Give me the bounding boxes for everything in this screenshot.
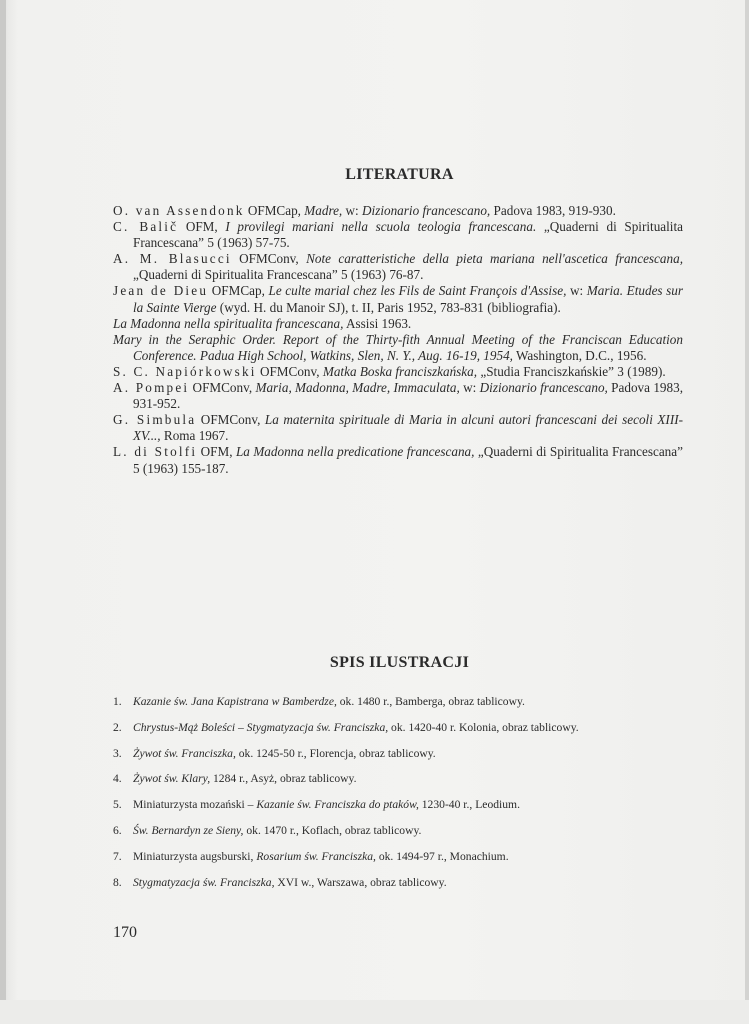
work-title: La maternita spirituale di Maria in alcuni autori francescani dei secoli XIII-XV..., xyxy=(133,412,683,444)
illustration-item xyxy=(113,797,693,823)
work-title: Maria, Madonna, Madre, Immaculata, xyxy=(255,380,460,396)
connector: w: xyxy=(566,283,587,299)
item-number: 7. xyxy=(113,849,122,863)
item-number: 1. xyxy=(113,695,122,708)
item-prefix: Miniaturzysta augsburski, xyxy=(133,849,257,863)
illustrations-list xyxy=(113,694,693,900)
publication-info: Padova 1983, 919-930. xyxy=(490,203,616,218)
work-title: Madre, xyxy=(304,203,343,218)
item-number: 5. xyxy=(113,798,122,812)
page-number: 170 xyxy=(113,924,137,941)
item-title: Żywot św. Klary, xyxy=(133,772,211,786)
item-details: 1230-40 r., Leodium. xyxy=(418,798,520,812)
bibliography-entry xyxy=(113,412,683,444)
item-prefix: Miniaturzysta mozański – xyxy=(133,798,257,812)
affiliation: OFMConv, xyxy=(196,412,265,428)
author: S. C. Napiórkowski xyxy=(113,363,257,379)
bibliography-entry xyxy=(113,219,683,251)
item-details: XVI w., Warszawa, obraz tablicowy. xyxy=(274,875,447,889)
item-details: ok. 1494-97 r., Monachium. xyxy=(375,849,509,863)
author: C. Balič xyxy=(113,219,179,235)
work-title: Note caratteristiche della pieta mariana nell'ascetica francescana, xyxy=(306,251,683,267)
publication-info: „Quaderni di Spiritualita Francescana” 5 (1963) 57-75. xyxy=(133,219,683,251)
author: L. di Stolfi xyxy=(113,444,198,460)
work-title: La Madonna nella spiritualita francescana, xyxy=(113,315,344,331)
item-title: Chrystus-Mąż Boleści – Stygmatyzacja św. Franciszka, xyxy=(133,720,389,734)
author: Jean de Dieu xyxy=(113,283,209,299)
publication-info: Padova 1983, 931-952. xyxy=(133,380,683,412)
author: A. M. Blasucci xyxy=(113,251,232,267)
item-number: 8. xyxy=(113,875,122,889)
item-details: ok. 1480 r., Bamberga, obraz tablicowy. xyxy=(336,695,525,708)
item-number: 3. xyxy=(113,746,122,760)
author: A. Pompei xyxy=(113,380,190,396)
publication-info: Assisi 1963. xyxy=(343,315,412,331)
affiliation: OFMConv, xyxy=(231,251,307,267)
work-title: Dizionario francescano, xyxy=(362,203,491,218)
publication-info: „Quaderni di Spiritualita Francescana” 5 (1963) 76-87. xyxy=(133,267,424,283)
page-right-edge xyxy=(745,0,749,1000)
item-details: ok. 1470 r., Koflach, obraz tablicowy. xyxy=(243,823,422,837)
connector: w: xyxy=(459,380,480,396)
illustrations-heading: SPIS ILUSTRACJI xyxy=(329,654,470,671)
work-title: La Madonna nella predicatione francescana, xyxy=(235,444,475,460)
illustration-item xyxy=(113,694,693,720)
publication-info: „Studia Franciszkańskie” 3 (1989). xyxy=(477,363,666,379)
item-details: 1284 r., Asyż, obraz tablicowy. xyxy=(210,772,357,786)
work-title: Matka Boska franciszkańska, xyxy=(322,363,478,379)
item-number: 6. xyxy=(113,823,122,837)
work-title: Maria. Etudes sur la Sainte Vierge xyxy=(133,283,684,315)
illustration-item xyxy=(113,849,693,875)
author: O. van Assendonk xyxy=(113,203,245,218)
bibliography-entry xyxy=(113,332,683,364)
item-title: Kazanie św. Franciszka do ptaków, xyxy=(256,798,419,812)
item-details: ok. 1245-50 r., Florencja, obraz tablicowy. xyxy=(235,746,436,760)
bibliography-list xyxy=(113,203,683,477)
work-title: Dizionario francescano, xyxy=(479,380,608,396)
affiliation: OFMConv, xyxy=(256,363,323,379)
bibliography-entry xyxy=(113,316,683,332)
page-bottom-margin xyxy=(0,1000,749,1024)
illustration-item xyxy=(113,771,693,797)
item-title: Stygmatyzacja św. Franciszka, xyxy=(133,875,275,889)
work-title: Le culte marial chez les Fils de Saint François d'Assise, xyxy=(268,283,567,299)
publication-info: „Quaderni di Spiritualita Francescana” 5 (1963) 155-187. xyxy=(133,444,683,476)
affiliation: OFM, xyxy=(197,444,236,460)
affiliation: OFMCap, xyxy=(208,283,269,299)
publication-info: Roma 1967. xyxy=(160,428,229,444)
illustration-item xyxy=(113,823,693,849)
bibliography-entry xyxy=(113,444,683,476)
item-number: 2. xyxy=(113,720,122,734)
bibliography-entry xyxy=(113,380,683,412)
publication-info: Washington, D.C., 1956. xyxy=(512,347,647,363)
connector: w: xyxy=(342,203,363,218)
bibliography-entry xyxy=(113,364,683,380)
page-left-shadow xyxy=(0,0,6,1000)
illustration-item xyxy=(113,746,693,772)
work-title: I provilegi mariani nella scuola teologia francescana. xyxy=(225,219,537,235)
item-number: 4. xyxy=(113,772,122,786)
illustration-item xyxy=(113,875,693,901)
bibliography-entry xyxy=(113,251,683,283)
item-title: Rosarium św. Franciszka, xyxy=(256,849,376,863)
affiliation: OFMConv, xyxy=(189,380,256,396)
item-title: Żywot św. Franciszka, xyxy=(133,746,236,760)
item-details: ok. 1420-40 r. Kolonia, obraz tablicowy. xyxy=(388,720,579,734)
publication-info: (wyd. H. du Manoir SJ), t. II, Paris 1952, 783-831 (bibliografia). xyxy=(216,299,561,315)
work-title: Mary in the Seraphic Order. Report of the Thirty-fith Annual Meeting of the Franciscan Education Conference. Padua High School, Watkins, Slen, N. Y., Aug. 16-19, 1954, xyxy=(113,331,683,363)
author: G. Simbula xyxy=(113,412,197,428)
item-title: Kazanie św. Jana Kapistrana w Bamberdze, xyxy=(133,695,337,708)
literature-heading: LITERATURA xyxy=(345,166,454,183)
bibliography-entry xyxy=(113,283,683,315)
affiliation: OFMCap, xyxy=(244,203,305,218)
item-title: Św. Bernardyn ze Sieny, xyxy=(133,823,244,837)
illustration-item xyxy=(113,720,693,746)
affiliation: OFM, xyxy=(178,219,226,235)
bibliography-entry xyxy=(113,203,683,219)
